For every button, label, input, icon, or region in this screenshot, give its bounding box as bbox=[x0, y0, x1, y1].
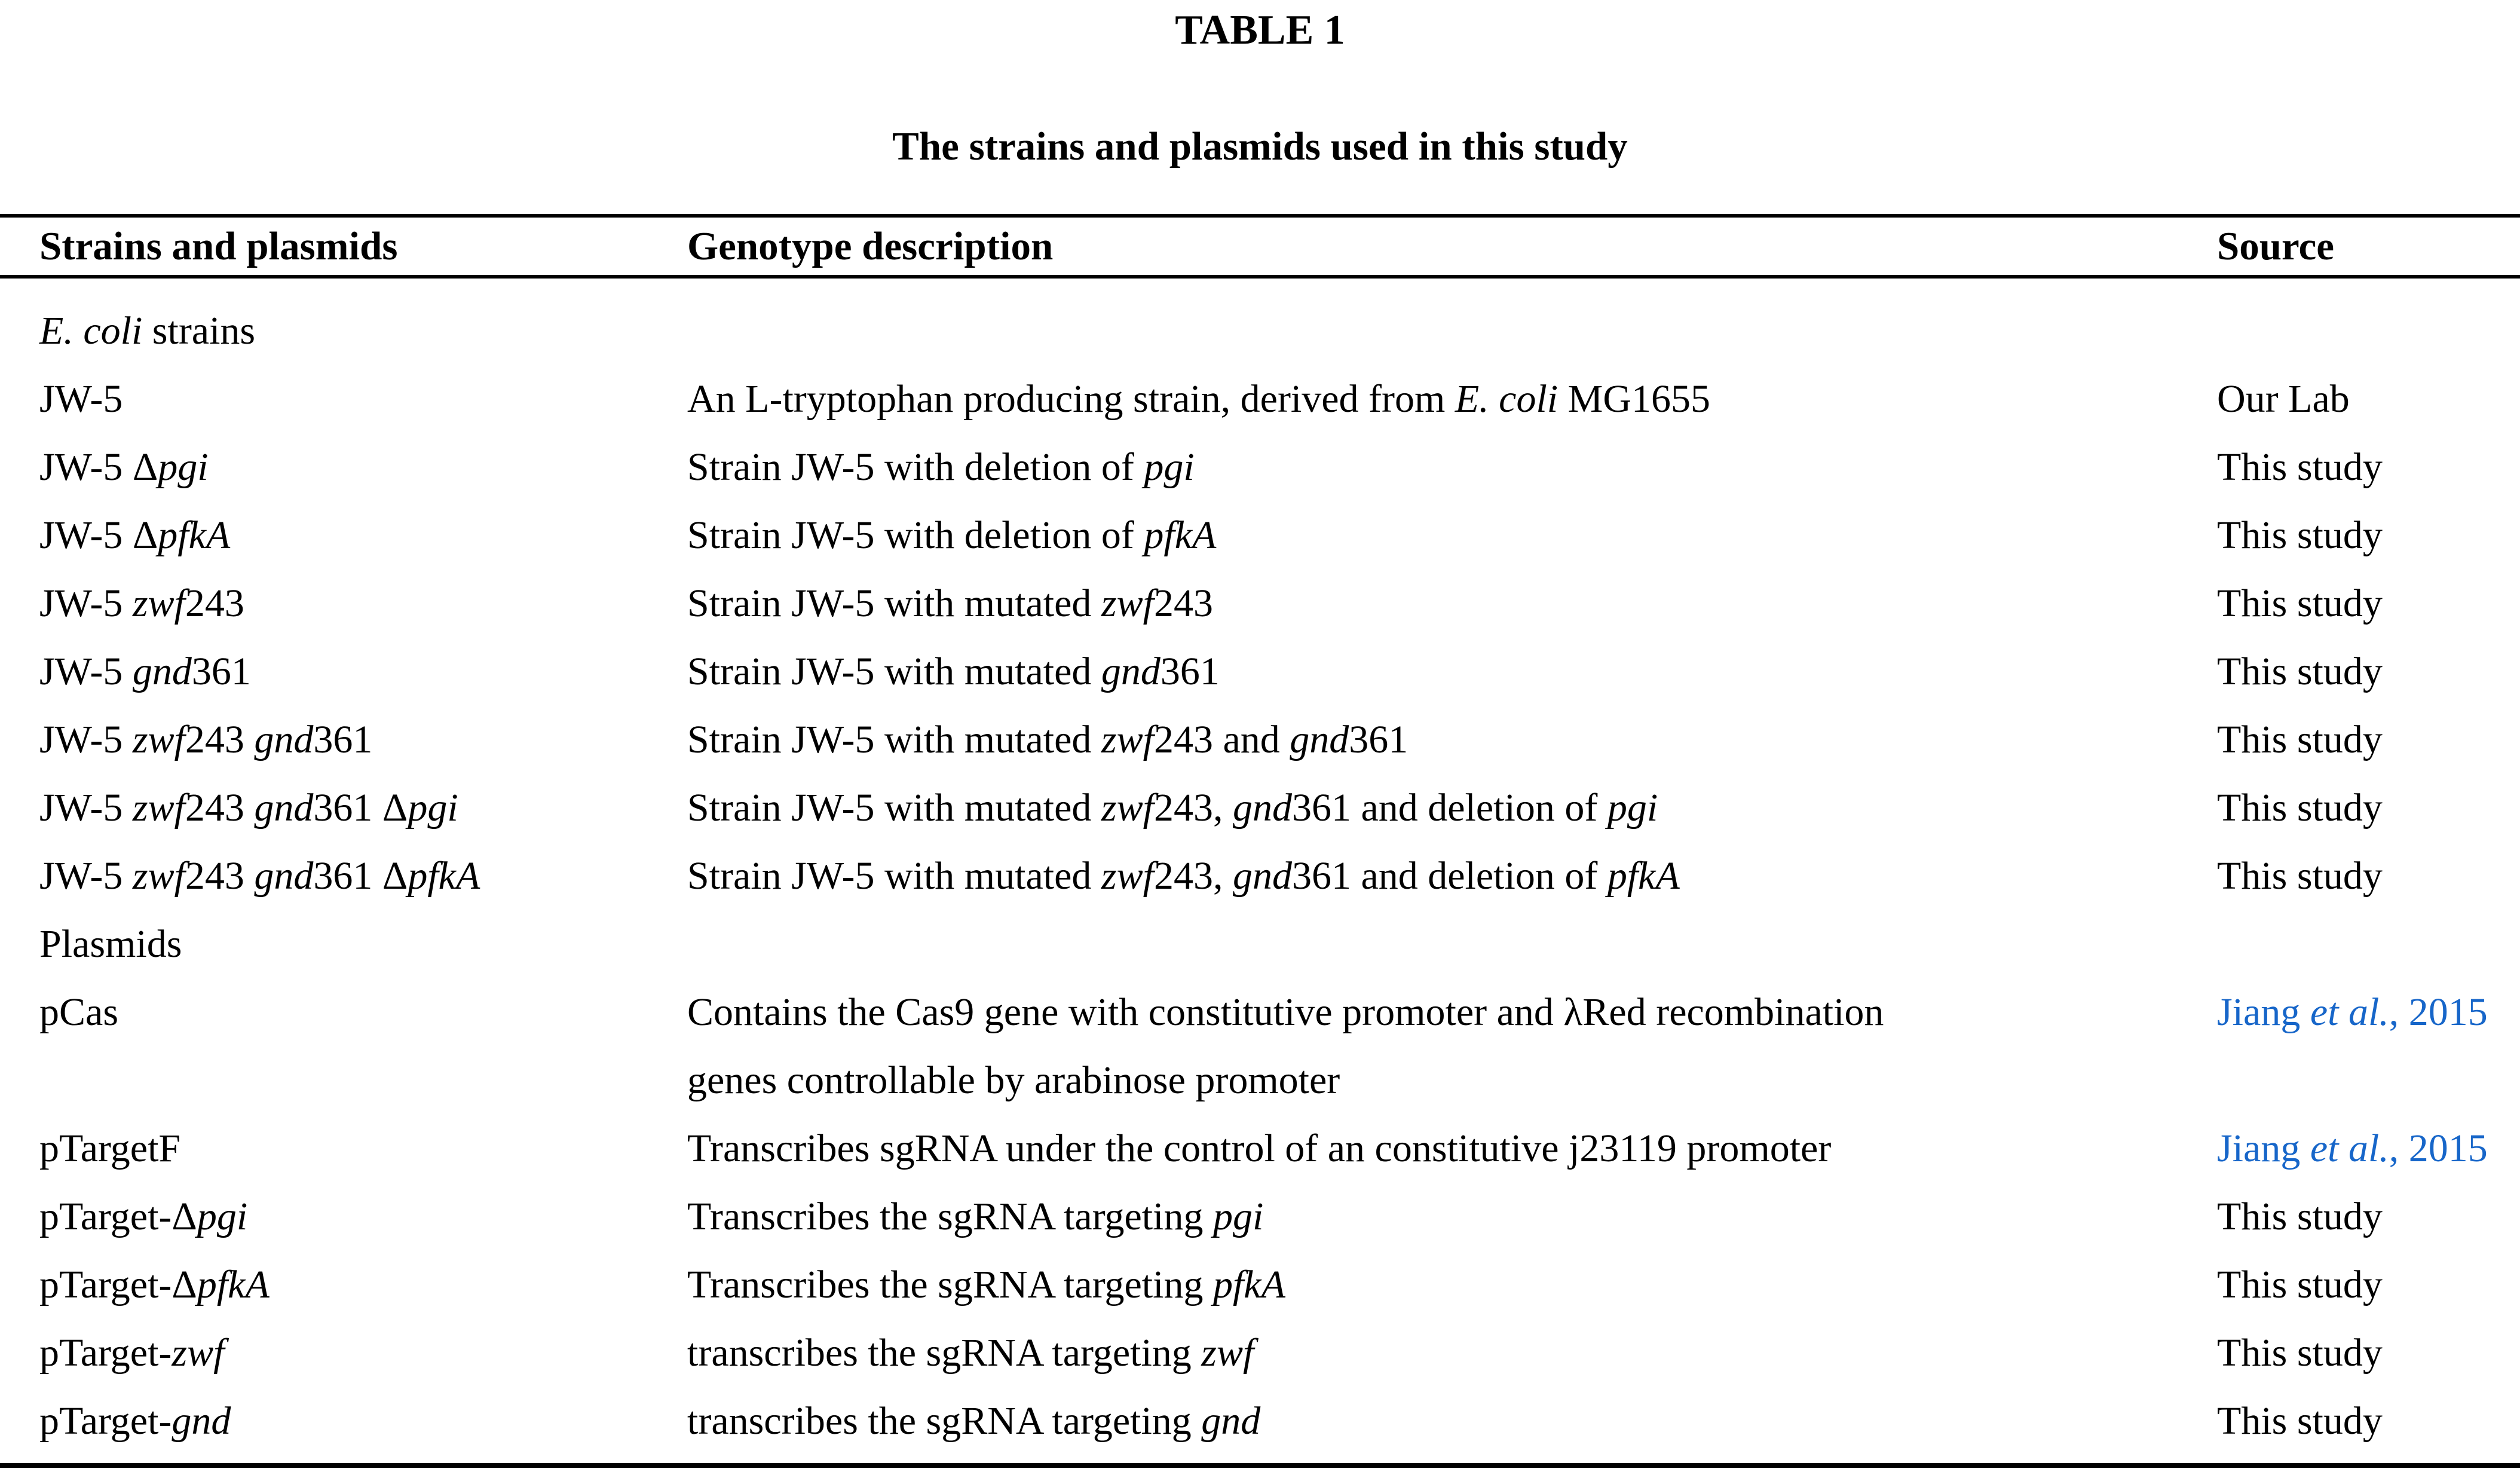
genotype-cell bbox=[687, 638, 2217, 706]
text-run: zwf bbox=[132, 718, 185, 761]
citation-link[interactable]: , 2015 bbox=[2389, 1127, 2488, 1170]
strain-name-cell bbox=[0, 774, 687, 842]
text-run: zwf bbox=[1101, 786, 1154, 830]
citation-link[interactable]: et al. bbox=[2310, 1127, 2389, 1170]
strain-name-cell bbox=[0, 1319, 687, 1387]
source-cell bbox=[2217, 1115, 2520, 1183]
genotype-cell bbox=[687, 1387, 2217, 1455]
genotype-cell bbox=[687, 570, 2217, 638]
table-row bbox=[0, 638, 2520, 706]
table-row bbox=[0, 433, 2520, 501]
source-cell bbox=[2217, 1387, 2520, 1455]
source-cell bbox=[2217, 1183, 2520, 1251]
text-run: pgi bbox=[1144, 445, 1195, 489]
text-run: 243 bbox=[1153, 582, 1213, 625]
text-run: Transcribes sgRNA under the control of an constitutive j23119 promoter bbox=[687, 1127, 1832, 1170]
text-run: E. coli bbox=[39, 309, 143, 353]
text-run: gnd bbox=[1201, 1399, 1261, 1443]
strain-name-cell bbox=[0, 638, 687, 706]
table-row bbox=[0, 1183, 2520, 1251]
text-run: gnd bbox=[1101, 650, 1161, 693]
text-run: pfkA bbox=[1607, 854, 1680, 898]
text-run: zwf bbox=[132, 854, 185, 898]
header-row bbox=[0, 216, 2520, 277]
text-run: This study bbox=[2217, 1263, 2383, 1306]
citation-link[interactable]: Jiang bbox=[2217, 990, 2310, 1034]
text-run: JW-5 bbox=[39, 650, 133, 693]
genotype-cell bbox=[687, 501, 2217, 570]
text-run: Strain JW-5 with deletion of bbox=[687, 513, 1144, 557]
strain-name-cell bbox=[0, 297, 687, 365]
table-row bbox=[0, 1251, 2520, 1319]
text-run: pgi bbox=[1212, 1195, 1264, 1238]
text-run: zwf bbox=[172, 1331, 225, 1375]
text-run: E. coli bbox=[1455, 377, 1558, 421]
text-run: JW-5 bbox=[39, 582, 133, 625]
text-run: pTarget-Δ bbox=[39, 1263, 197, 1306]
text-run: Strain JW-5 with mutated bbox=[687, 718, 1101, 761]
table-row bbox=[0, 570, 2520, 638]
text-run: zwf bbox=[1101, 582, 1154, 625]
text-run: gnd bbox=[172, 1399, 231, 1443]
table-body bbox=[0, 277, 2520, 1465]
text-run: pfkA bbox=[1212, 1263, 1285, 1306]
text-run: 243 bbox=[185, 582, 244, 625]
text-run: gnd bbox=[132, 650, 192, 693]
column-header-strains-and-plasmids: Strains and plasmids bbox=[0, 216, 687, 277]
source-cell bbox=[2217, 842, 2520, 910]
text-run: This study bbox=[2217, 718, 2383, 761]
table-row bbox=[0, 842, 2520, 910]
genotype-cell bbox=[687, 297, 2217, 365]
source-cell bbox=[2217, 501, 2520, 570]
column-header-source: Source bbox=[2217, 216, 2520, 277]
text-run: gnd bbox=[254, 718, 314, 761]
text-run: 243, bbox=[1153, 854, 1233, 898]
source-cell bbox=[2217, 638, 2520, 706]
genotype-cell bbox=[687, 1183, 2217, 1251]
text-run: 243 and bbox=[1153, 718, 1290, 761]
text-run: JW-5 bbox=[39, 377, 123, 421]
source-cell bbox=[2217, 365, 2520, 433]
text-run: JW-5 Δ bbox=[39, 513, 158, 557]
source-cell bbox=[2217, 774, 2520, 842]
text-run: gnd bbox=[1290, 718, 1349, 761]
text-run: An L-tryptophan producing strain, derived from bbox=[687, 377, 1455, 421]
table-row bbox=[0, 501, 2520, 570]
strain-name-cell bbox=[0, 706, 687, 774]
text-run: This study bbox=[2217, 1331, 2383, 1375]
table-row bbox=[0, 774, 2520, 842]
text-run: pgi bbox=[408, 786, 458, 830]
strain-name-cell bbox=[0, 1115, 687, 1183]
text-run: Transcribes the sgRNA targeting bbox=[687, 1195, 1213, 1238]
text-run: zwf bbox=[1101, 854, 1154, 898]
text-run: pCas bbox=[39, 990, 118, 1034]
genotype-cell bbox=[687, 1319, 2217, 1387]
genotype-cell bbox=[687, 365, 2217, 433]
text-run: 361 Δ bbox=[313, 786, 408, 830]
table-row bbox=[0, 1115, 2520, 1183]
text-run: 361 bbox=[191, 650, 251, 693]
strain-name-cell bbox=[0, 501, 687, 570]
source-cell bbox=[2217, 1251, 2520, 1319]
text-run: Strain JW-5 with mutated bbox=[687, 786, 1101, 830]
table-label: TABLE 1 bbox=[1175, 7, 1345, 53]
text-run: 361 bbox=[1349, 718, 1408, 761]
text-run: pfkA bbox=[408, 854, 480, 898]
strain-name-cell bbox=[0, 910, 687, 978]
table-row bbox=[0, 706, 2520, 774]
citation-link[interactable]: et al. bbox=[2310, 990, 2389, 1034]
text-run: Strain JW-5 with mutated bbox=[687, 650, 1101, 693]
text-run: 361 and deletion of bbox=[1291, 786, 1607, 830]
text-run: pfkA bbox=[158, 513, 231, 557]
text-run: pTargetF bbox=[39, 1127, 181, 1170]
text-run: Transcribes the sgRNA targeting bbox=[687, 1263, 1213, 1306]
table-row bbox=[0, 365, 2520, 433]
text-run: gnd bbox=[254, 854, 314, 898]
text-run: JW-5 bbox=[39, 718, 133, 761]
text-run: 243, bbox=[1153, 786, 1233, 830]
text-run: pTarget- bbox=[39, 1331, 172, 1375]
text-run: This study bbox=[2217, 854, 2383, 898]
text-run: strains bbox=[142, 309, 256, 353]
text-run: This study bbox=[2217, 1195, 2383, 1238]
genotype-cell bbox=[687, 978, 2217, 1115]
genotype-cell bbox=[687, 910, 2217, 978]
text-run: Our Lab bbox=[2217, 377, 2350, 421]
text-run: pfkA bbox=[1144, 513, 1217, 557]
source-cell bbox=[2217, 706, 2520, 774]
genotype-cell bbox=[687, 1115, 2217, 1183]
text-run: pTarget-Δ bbox=[39, 1195, 197, 1238]
text-run: 361 Δ bbox=[313, 854, 408, 898]
text-run: This study bbox=[2217, 650, 2383, 693]
text-run: pTarget- bbox=[39, 1399, 172, 1443]
text-run: This study bbox=[2217, 786, 2383, 830]
text-run: pgi bbox=[197, 1195, 248, 1238]
text-run: 243 bbox=[185, 854, 255, 898]
section-row bbox=[0, 910, 2520, 978]
strain-name-cell bbox=[0, 1387, 687, 1455]
genotype-cell bbox=[687, 1251, 2217, 1319]
source-cell bbox=[2217, 910, 2520, 978]
text-run: Contains the Cas9 gene with constitutive promoter and λRed recombination bbox=[687, 990, 1884, 1034]
text-run: This study bbox=[2217, 445, 2383, 489]
genotype-cell bbox=[687, 774, 2217, 842]
genotype-cell bbox=[687, 433, 2217, 501]
text-run: Strain JW-5 with mutated bbox=[687, 582, 1101, 625]
strain-name-cell bbox=[0, 365, 687, 433]
source-cell bbox=[2217, 433, 2520, 501]
source-cell bbox=[2217, 297, 2520, 365]
text-run: gnd bbox=[1232, 786, 1292, 830]
table-caption: The strains and plasmids used in this study bbox=[892, 124, 1628, 169]
source-cell bbox=[2217, 570, 2520, 638]
text-run: transcribes the sgRNA targeting bbox=[687, 1399, 1202, 1443]
text-run: pgi bbox=[1607, 786, 1658, 830]
strain-name-cell bbox=[0, 433, 687, 501]
text-run: 361 bbox=[1160, 650, 1220, 693]
text-run: zwf bbox=[132, 582, 185, 625]
text-run: 361 and deletion of bbox=[1291, 854, 1607, 898]
text-run: zwf bbox=[132, 786, 185, 830]
text-run: Plasmids bbox=[39, 922, 182, 966]
text-run: JW-5 bbox=[39, 854, 133, 898]
source-cell bbox=[2217, 978, 2520, 1115]
strain-name-cell bbox=[0, 570, 687, 638]
text-run: 243 bbox=[185, 718, 255, 761]
text-run: This study bbox=[2217, 513, 2383, 557]
text-run: genes controllable by arabinose promoter bbox=[687, 1058, 1340, 1102]
table-row bbox=[0, 1319, 2520, 1387]
source-cell bbox=[2217, 1319, 2520, 1387]
text-run: 243 bbox=[185, 786, 255, 830]
strains-plasmids-table bbox=[0, 214, 2520, 1468]
table-row bbox=[0, 978, 2520, 1115]
text-run: Strain JW-5 with mutated bbox=[687, 854, 1101, 898]
text-run: gnd bbox=[254, 786, 314, 830]
text-run: 361 bbox=[313, 718, 373, 761]
strain-name-cell bbox=[0, 842, 687, 910]
section-row bbox=[0, 297, 2520, 365]
text-run: zwf bbox=[1101, 718, 1154, 761]
text-run: MG1655 bbox=[1558, 377, 1710, 421]
text-run: This study bbox=[2217, 1399, 2383, 1443]
text-run: JW-5 Δ bbox=[39, 445, 158, 489]
text-run: gnd bbox=[1232, 854, 1292, 898]
table-row bbox=[0, 1387, 2520, 1455]
text-run: pgi bbox=[158, 445, 209, 489]
genotype-cell bbox=[687, 842, 2217, 910]
strain-name-cell bbox=[0, 1183, 687, 1251]
citation-link[interactable]: Jiang bbox=[2217, 1127, 2310, 1170]
text-run: transcribes the sgRNA targeting bbox=[687, 1331, 1202, 1375]
text-run: JW-5 bbox=[39, 786, 133, 830]
text-run: This study bbox=[2217, 582, 2383, 625]
strain-name-cell bbox=[0, 1251, 687, 1319]
citation-link[interactable]: , 2015 bbox=[2389, 990, 2488, 1034]
text-run: pfkA bbox=[197, 1263, 270, 1306]
text-run: Strain JW-5 with deletion of bbox=[687, 445, 1144, 489]
column-header-genotype-description: Genotype description bbox=[687, 216, 2217, 277]
text-run: zwf bbox=[1201, 1331, 1254, 1375]
strain-name-cell bbox=[0, 978, 687, 1115]
genotype-cell bbox=[687, 706, 2217, 774]
